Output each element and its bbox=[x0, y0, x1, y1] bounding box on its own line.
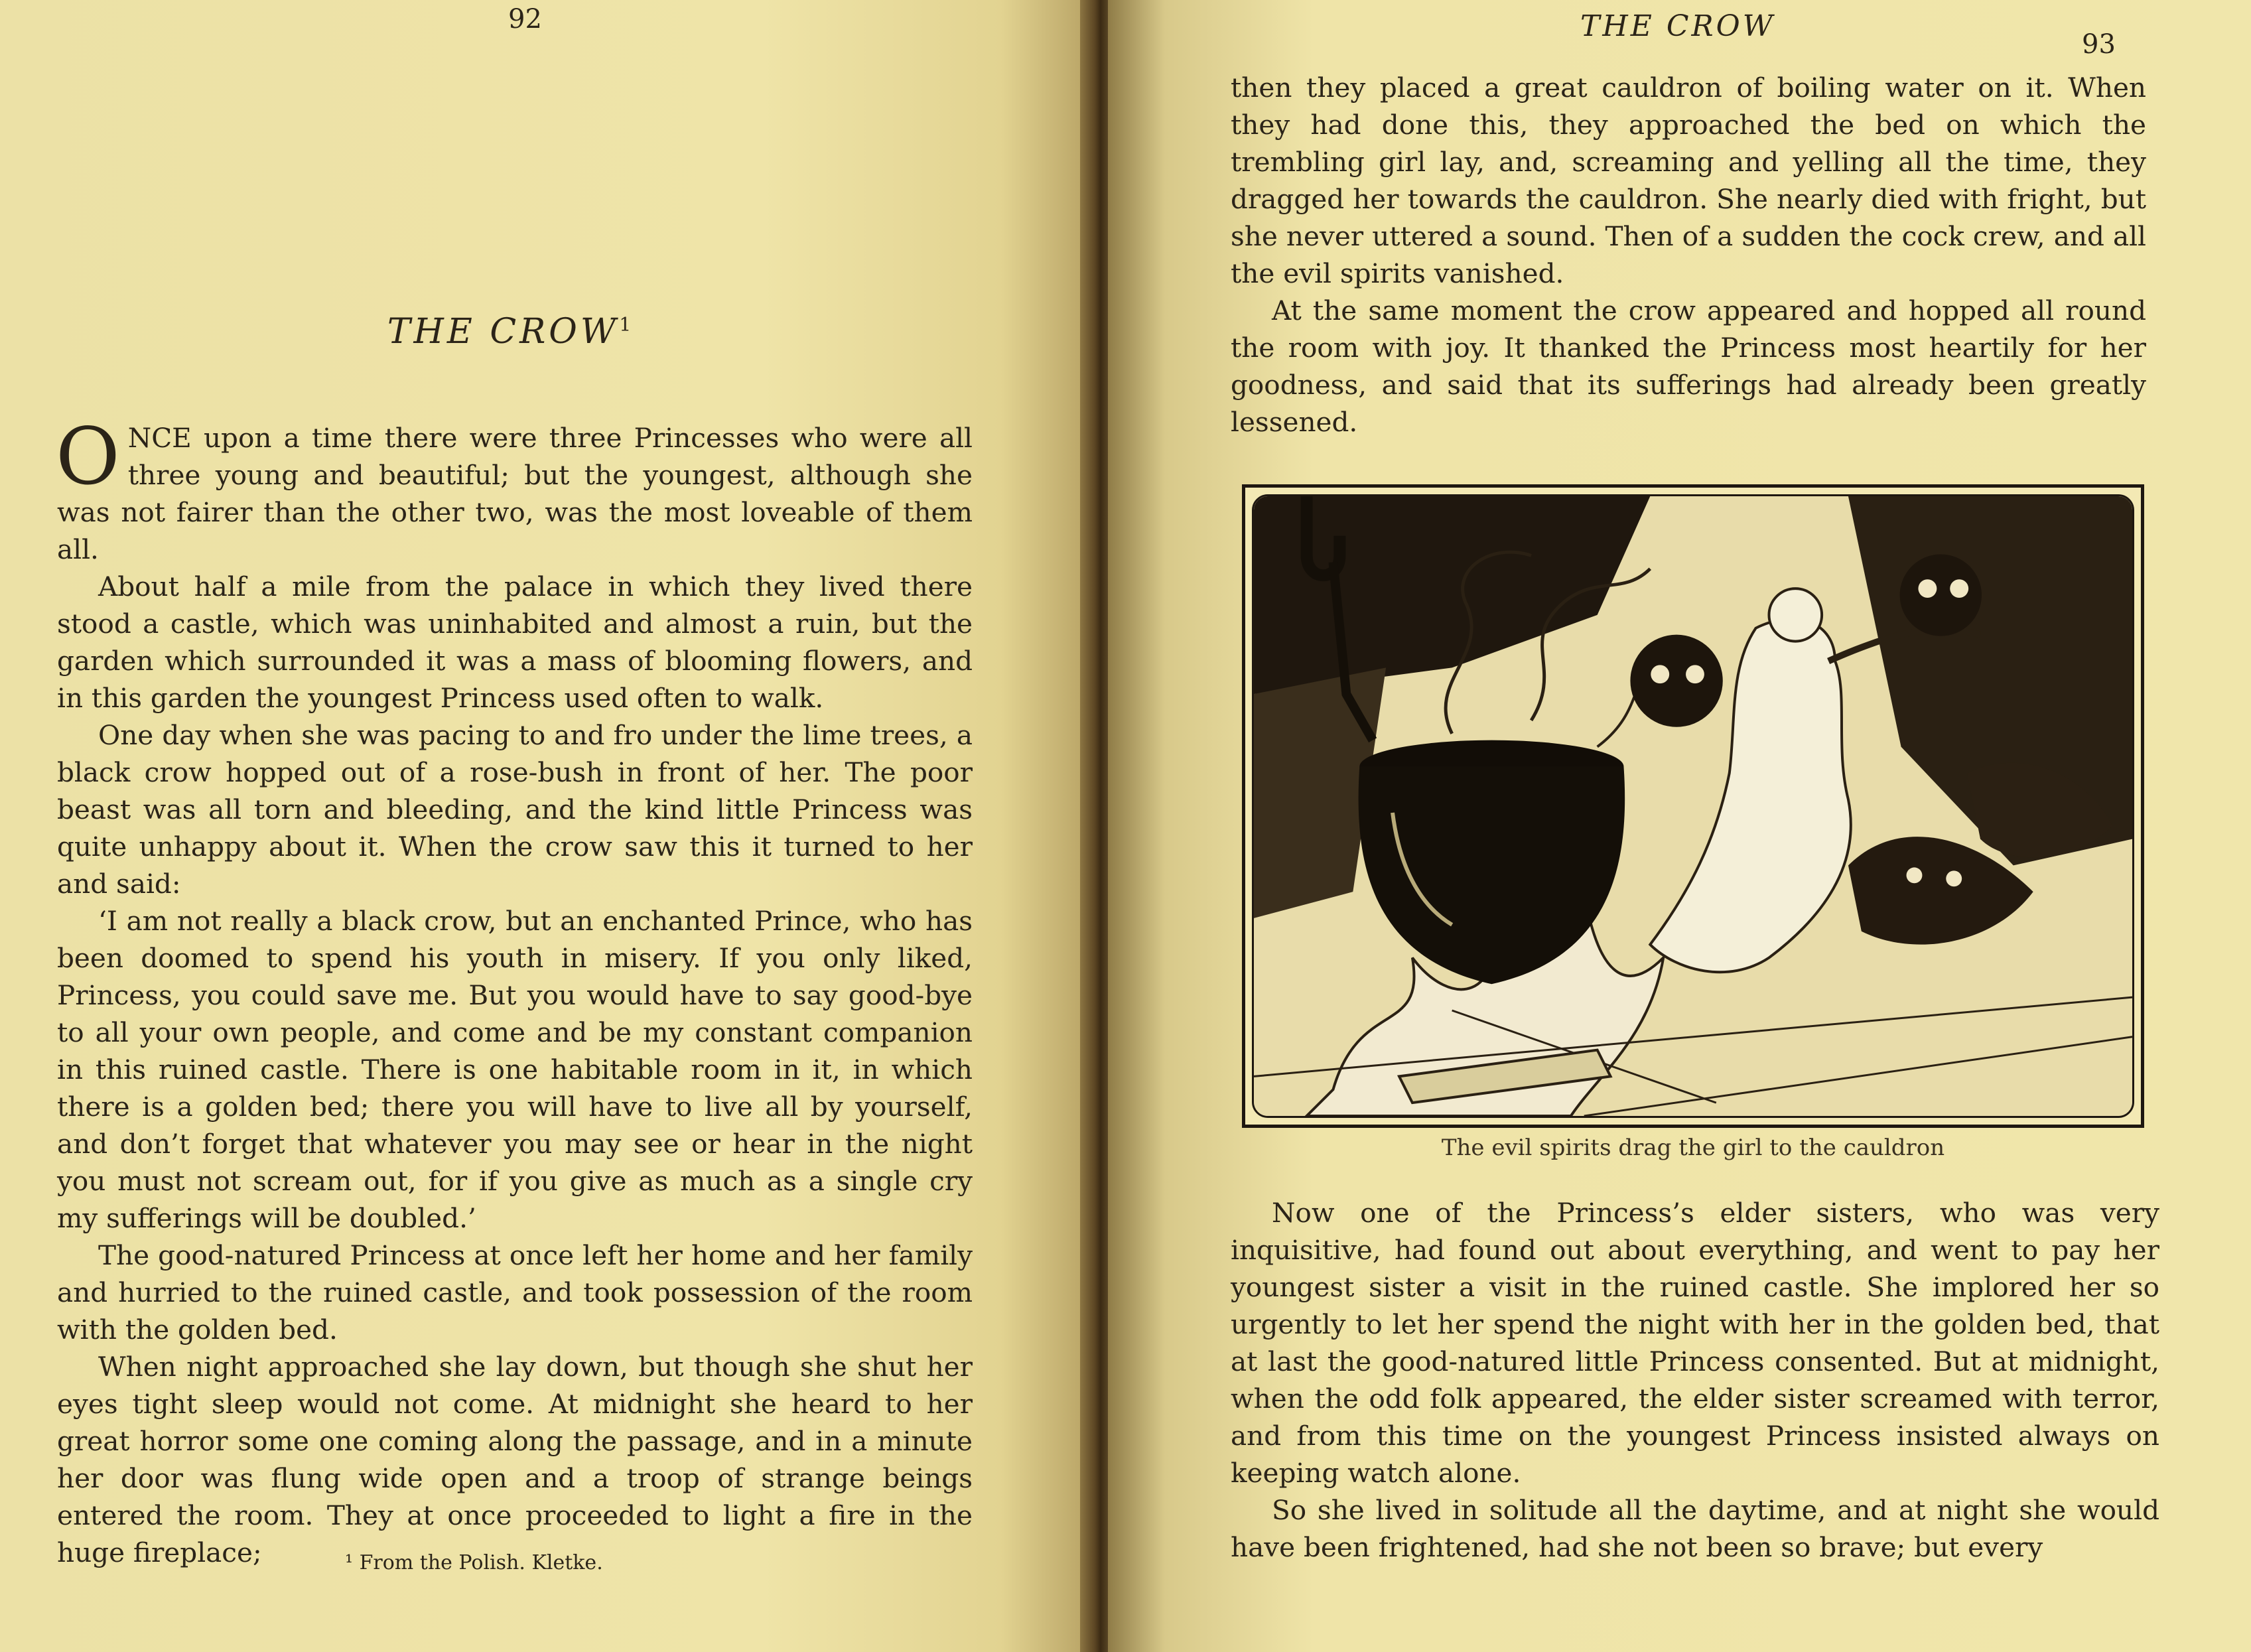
paragraph: One day when she was pacing to and fro under the lime trees, a black crow hopped out of a rose-bush in front of her. The poor beast was all torn and bleeding, and the kind little Princess was quite unhappy about it. When the crow saw this it turned to her and said: bbox=[57, 719, 973, 900]
right-body-text-top bbox=[1231, 69, 2146, 441]
paragraph: ‘I am not really a black crow, but an enchanted Prince, who has been doomed to spend his youth in misery. If you only liked, Princess, you could save me. But you would have to say good-bye to all your own people, and come and be my constant companion in this ruined castle. There is one habitable room in it, in which there is a golden bed; there you will have to live all by yourself, and don’t forget that whatever you may see or hear in the night you must not scream out, for if you give as much as a single cry my sufferings will be doubled.’ bbox=[57, 905, 973, 1234]
chapter-title-text: THE CROW bbox=[387, 312, 620, 352]
illustration-frame bbox=[1242, 484, 2144, 1128]
page-number-left: 92 bbox=[508, 4, 542, 34]
footnote: ¹ From the Polish. Kletke. bbox=[345, 1551, 603, 1574]
paragraph: About half a mile from the palace in which they lived there stood a castle, which was uninhabited and almost a ruin, but the garden which surrounded it was a mass of blooming flowers, and in this garden the youngest Princess used often to walk. bbox=[57, 571, 973, 714]
left-page bbox=[0, 0, 1088, 1652]
paragraph: Now one of the Princess’s elder sisters, who was very inquisitive, had found out about everything, and went to pay her youngest sister a visit in the ruined castle. She implored her so urgently to let her spend the night with her in the golden bed, that at last the good-natured little Princess consented. But at midnight, when the odd folk appeared, the elder sister screamed with terror, and from this time on the youngest Princess insisted always on keeping watch alone. bbox=[1231, 1197, 2159, 1489]
paragraph-text: NCE upon a time there were three Princesses who were all three young and beautiful; but the youngest, although she was not fairer than the other two, was the most loveable of them all. bbox=[57, 422, 973, 565]
paragraph: So she lived in solitude all the daytime, and at night she would have been frightened, had she not been so brave; but every bbox=[1231, 1494, 2159, 1563]
chapter-title bbox=[0, 312, 1022, 352]
illustration-caption: The evil spirits drag the girl to the cauldron bbox=[1441, 1135, 1945, 1161]
drop-cap: O bbox=[56, 411, 120, 502]
opening-paragraph bbox=[56, 411, 973, 568]
running-head: THE CROW bbox=[1580, 9, 1775, 43]
paragraph: then they placed a great cauldron of boiling water on it. When they had done this, they approached the bed on which the trembling girl lay, and, screaming and yelling all the time, they dragged her towards the cauldron. She nearly died with fright, but she never uttered a sound. Then of a sudden the cock crew, and all the evil spirits vanished. bbox=[1231, 72, 2146, 289]
page-number-right: 93 bbox=[2082, 29, 2116, 60]
paragraph: At the same moment the crow appeared and hopped all round the room with joy. It thanked the Princess most heartily for her goodness, and said that its sufferings had already been greatly lessened. bbox=[1231, 295, 2146, 438]
right-body-text-bottom bbox=[1231, 1194, 2159, 1566]
footnote-marker: 1 bbox=[619, 313, 635, 336]
left-body-text bbox=[56, 411, 973, 1571]
cauldron-scene-image bbox=[1254, 496, 2132, 1116]
paragraph: The good-natured Princess at once left her home and her family and hurried to the ruined castle, and took possession of the room with the golden bed. bbox=[57, 1239, 973, 1345]
paragraph: When night approached she lay down, but though she shut her eyes tight sleep would not come. At midnight she heard to her great horror some one coming along the passage, and in a minute her door was flung wide open and a troop of strange beings entered the room. They at once proceeded to light a fire in the huge fireplace; bbox=[57, 1351, 973, 1568]
illustration bbox=[1252, 494, 2134, 1118]
